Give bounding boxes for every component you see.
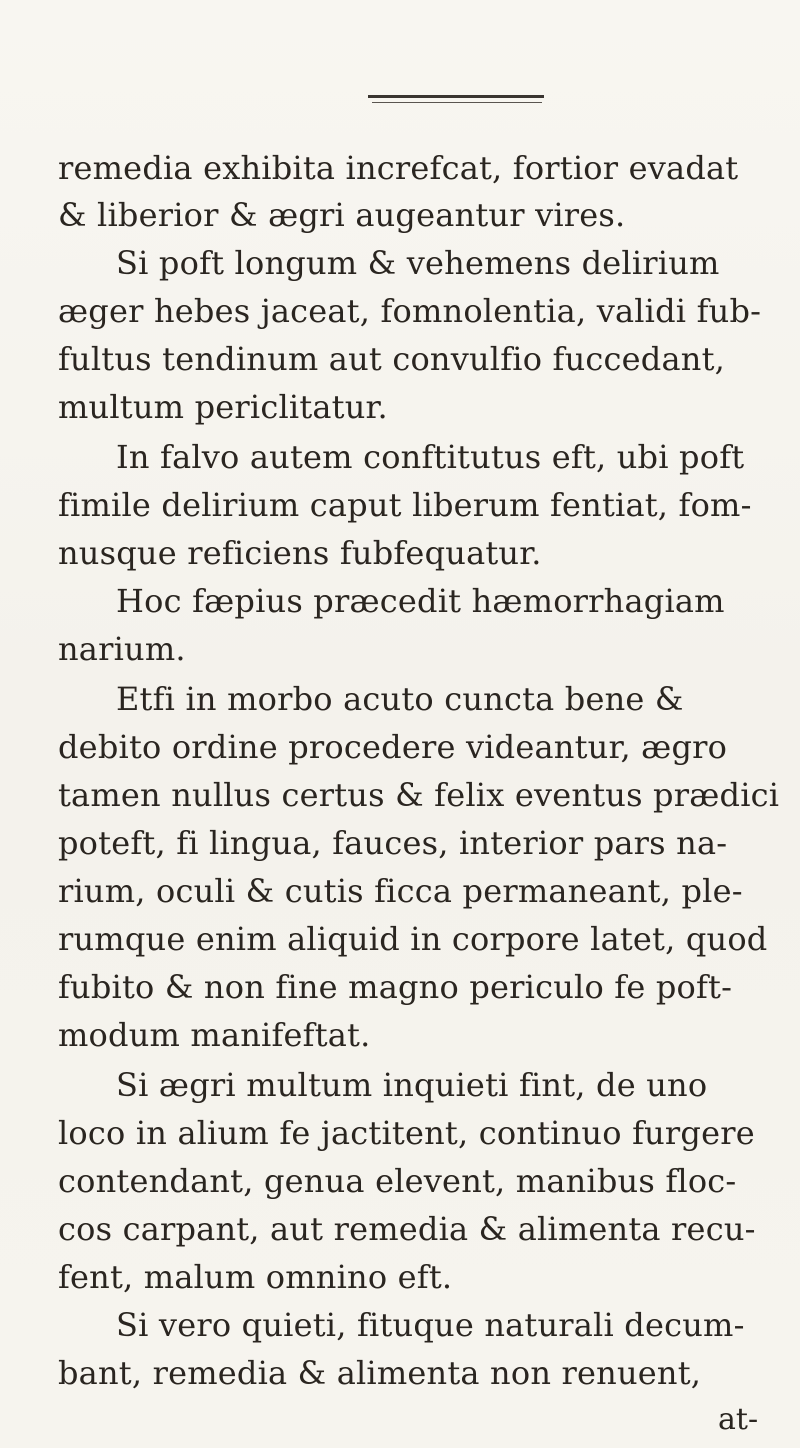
text-line: fimile delirium caput liberum fentiat, fom- (58, 486, 752, 524)
text-line: debito ordine procedere videantur, ægro (58, 728, 728, 766)
text-line: In falvo autem conftitutus eft, ubi poft (116, 438, 745, 476)
catchword: at- (718, 1402, 759, 1437)
text-line: bant, remedia & alimenta non renuent, (58, 1354, 702, 1392)
text-line: tamen nullus certus & felix eventus prædici (58, 776, 780, 814)
text-line: multum periclitatur. (58, 388, 388, 426)
text-line: Si ægri multum inquieti fint, de uno (116, 1066, 708, 1104)
text-line: æger hebes jaceat, fomnolentia, validi fub- (58, 292, 762, 330)
text-line: Etfi in morbo acuto cuncta bene & (116, 680, 684, 718)
header-rule-thin (372, 102, 542, 103)
text-line: cos carpant, aut remedia & alimenta recu- (58, 1210, 756, 1248)
text-line: & liberior & ægri augeantur vires. (58, 196, 626, 234)
text-line: fent, malum omnino eft. (58, 1258, 453, 1296)
text-line: rium, oculi & cutis ficca permaneant, ple- (58, 872, 743, 910)
text-line: poteft, fi lingua, fauces, interior pars na- (58, 824, 728, 862)
text-line: fultus tendinum aut convulfio fuccedant, (58, 340, 725, 378)
text-line: remedia exhibita increfcat, fortior evadat (58, 149, 739, 187)
text-line: Si vero quieti, fituque naturali decum- (116, 1306, 745, 1344)
text-line: Hoc fæpius præcedit hæmorrhagiam (116, 582, 725, 620)
text-line: rumque enim aliquid in corpore latet, quod (58, 920, 768, 958)
text-line: loco in alium fe jactitent, continuo furgere (58, 1114, 755, 1152)
text-line: modum manifeftat. (58, 1016, 371, 1054)
text-line: narium. (58, 630, 186, 668)
text-line: contendant, genua elevent, manibus floc- (58, 1162, 737, 1200)
header-rule (368, 95, 544, 98)
text-line: Si poft longum & vehemens delirium (116, 244, 720, 282)
text-line: nusque reficiens fubfequatur. (58, 534, 542, 572)
text-line: fubito & non fine magno periculo fe poft- (58, 968, 733, 1006)
